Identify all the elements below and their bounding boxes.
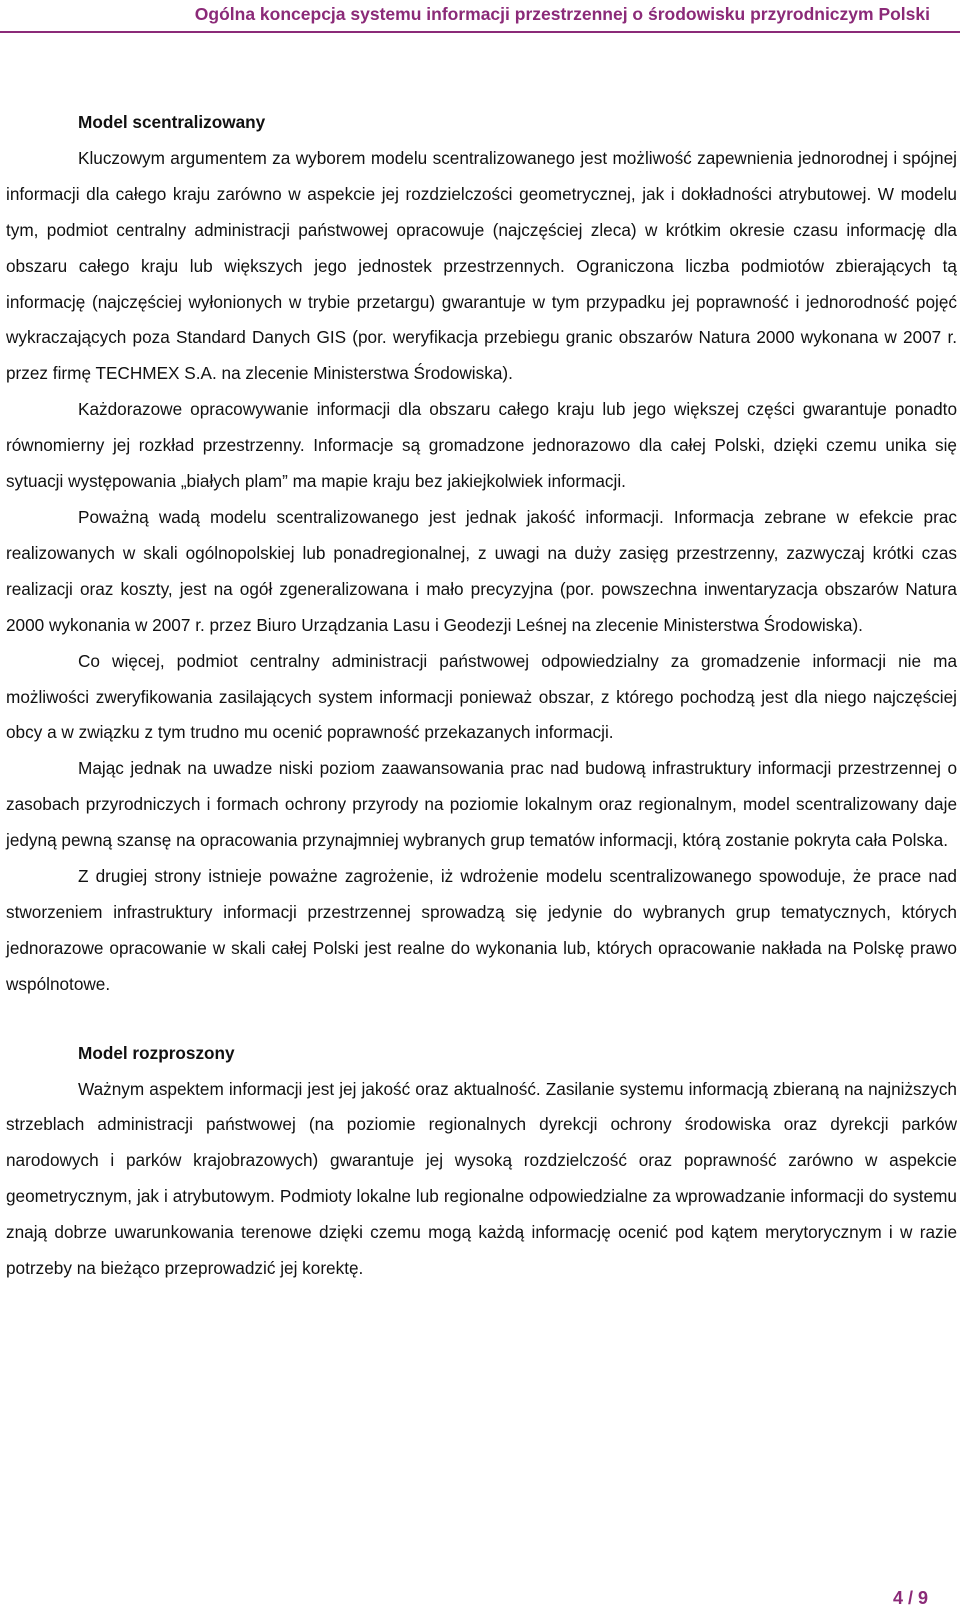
- document-header-title: Ogólna koncepcja systemu informacji przestrzennej o środowisku przyrodniczym Polski: [194, 4, 930, 24]
- paragraph: Co więcej, podmiot centralny administracji państwowej odpowiedzialny za gromadzenie informacji nie ma możliwości zweryfikowania zasilających system informacji ponieważ obszar, z którego pochodzą jest dla niego najczęściej obcy a w związku z tym trudno mu ocenić poprawność przekazanych informacji.: [6, 650, 957, 743]
- document-body: [6, 105, 957, 1287]
- paragraph: Ważnym aspektem informacji jest jej jakość oraz aktualność. Zasilanie systemu informacją zbieraną na najniższych strzeblach administracji państwowej (na poziomie regionalnych dyrekcji ochrony środowiska oraz dyrekcji parków narodowych i parków krajobrazowych) gwarantuje jej wysoką rozdzielczość oraz poprawność zarówno w aspekcie geometrycznym, jak i atrybutowym. Podmioty lokalne lub regionalne odpowiedzialne za wprowadzanie informacji do systemu znają dobrze uwarunkowania terenowe dzięki czemu mogą każdą informację ocenić pod kątem merytorycznym i w razie potrzeby na bieżąco przeprowadzić jej korektę.: [6, 1078, 957, 1279]
- page-number: 4 / 9: [892, 1588, 928, 1608]
- paragraph: Każdorazowe opracowywanie informacji dla obszaru całego kraju lub jego większej części gwarantuje ponadto równomierny jej rozkład przestrzenny. Informacje są gromadzone jednorazowo dla całej Polski, dzięki czemu unika się sytuacji występowania „białych plam” ma mapie kraju bez jakiejkolwiek informacji.: [6, 399, 957, 492]
- section-heading: Model rozproszony: [78, 1042, 235, 1063]
- paragraph: Poważną wadą modelu scentralizowanego jest jednak jakość informacji. Informacja zebrane w efekcie prac realizowanych w skali ogólnopolskiej lub ponadregionalnej, z uwagi na duży zasięg przestrzenny, zazwyczaj krótki czas realizacji oraz koszty, jest na ogół zgeneralizowana i mało precyzyjna (por. powszechna inwentaryzacja obszarów Natura 2000 wykonania w 2007 r. przez Biuro Urządzania Lasu i Geodezji Leśnej na zlecenie Ministerstwa Środowiska).: [6, 506, 957, 635]
- paragraph: Mając jednak na uwadze niski poziom zaawansowania prac nad budową infrastruktury informacji przestrzennej o zasobach przyrodniczych i formach ochrony przyrody na poziomie lokalnym oraz regionalnym, model scentralizowany daje jedyną pewną szansę na opracowania przynajmniej wybranych grup tematów informacji, którą zostanie pokryta cała Polska.: [6, 758, 957, 851]
- section-spacer: [6, 1003, 957, 1036]
- header-divider: [0, 31, 960, 33]
- paragraph: Kluczowym argumentem za wyborem modelu scentralizowanego jest możliwość zapewnienia jednorodnej i spójnej informacji dla całego kraju zarówno w aspekcie jej rozdzielczości geometrycznej, jak i dokładności atrybutowej. W modelu tym, podmiot centralny administracji państwowej opracowuje (najczęściej zleca) w krótkim okresie czasu informację dla obszaru całego kraju lub większych jego jednostek przestrzennych. Ograniczona liczba podmiotów zbierających tą informację (najczęściej wyłonionych w trybie przetargu) gwarantuje w tym przypadku jej poprawność i jednorodność pojęć wykraczających poza Standard Danych GIS (por. weryfikacja przebiegu granic obszarów Natura 2000 wykonana w 2007 r. przez firmę TECHMEX S.A. na zlecenie Ministerstwa Środowiska).: [6, 147, 957, 384]
- paragraph: Z drugiej strony istnieje poważne zagrożenie, iż wdrożenie modelu scentralizowanego spowoduje, że prace nad stworzeniem infrastruktury informacji przestrzennej sprowadzą się jedynie do wybranych grup tematycznych, których jednorazowe opracowanie w skali całej Polski jest realne do wykonania lub, których opracowanie nakłada na Polskę prawo wspólnotowe.: [6, 866, 957, 994]
- section-heading: Model scentralizowany: [78, 112, 266, 132]
